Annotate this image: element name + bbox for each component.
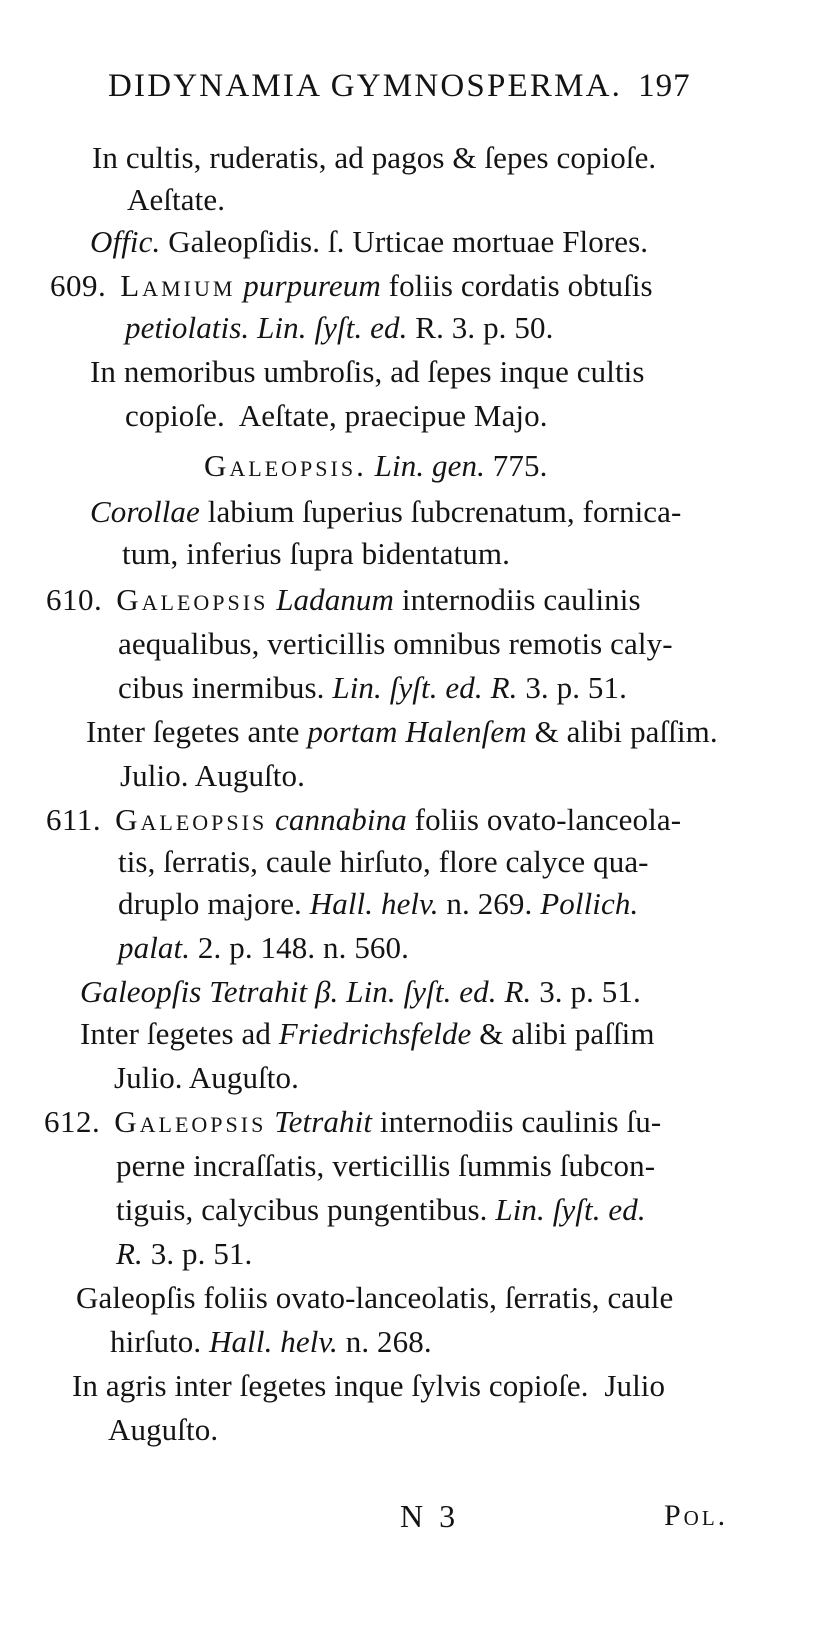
text-line: In nemoribus umbroſis, ad ſepes inque cultis xyxy=(90,354,645,389)
text-line: Inter ſegetes ad Friedrichsfelde & alibi paſſim xyxy=(80,1016,655,1051)
genus-name: Galeopsis xyxy=(115,802,268,837)
text-line: cibus inermibus. Lin. ſyſt. ed. R. 3. p. 51. xyxy=(118,670,627,705)
text-line: Galeopſis Tetrahit β. Lin. ſyſt. ed. R. 3. p. 51. xyxy=(80,974,641,1009)
text-line: In cultis, ruderatis, ad pagos & ſepes copioſe. xyxy=(92,140,657,175)
running-head xyxy=(108,66,691,106)
text-line: Offic. Galeopſidis. ſ. Urticae mortuae Flores. xyxy=(90,224,649,259)
text-line: aequalibus, verticillis omnibus remotis caly- xyxy=(118,626,673,661)
text-line: Aeſtate. xyxy=(127,182,226,217)
text-line: copioſe. Aeſtate, praecipue Majo. xyxy=(125,398,548,433)
text-line: hirſuto. Hall. helv. n. 268. xyxy=(110,1324,432,1359)
text-line: Galeopſis foliis ovato-lanceolatis, ſerratis, caule xyxy=(76,1280,674,1315)
entry-610: 610. Galeopsis Ladanum internodiis caulinis xyxy=(46,582,641,617)
text-line: druplo majore. Hall. helv. n. 269. Pollich. xyxy=(118,886,639,921)
entry-612: 612. Galeopsis Tetrahit internodiis caulinis ſu- xyxy=(44,1104,662,1139)
text-line: In agris inter ſegetes inque ſylvis copioſe. Julio xyxy=(72,1368,666,1403)
genus-name: Galeopsis xyxy=(116,582,269,617)
genus-name: Galeopsis xyxy=(114,1104,267,1139)
entry-number: 611. xyxy=(46,802,102,837)
signature-mark: N 3 xyxy=(400,1498,460,1534)
text-line: R. 3. p. 51. xyxy=(116,1236,253,1271)
entry-611: 611. Galeopsis cannabina foliis ovato-lanceola- xyxy=(46,802,682,837)
text-line: palat. 2. p. 148. n. 560. xyxy=(118,930,409,965)
catchword: Pol. xyxy=(664,1499,729,1532)
species-name: Tetrahit xyxy=(274,1104,373,1139)
page-number: 197 xyxy=(638,68,691,104)
text-line: tum, inferius ſupra bidentatum. xyxy=(122,536,510,571)
text-line: petiolatis. Lin. ſyſt. ed. R. 3. p. 50. xyxy=(125,310,554,345)
entry-number: 612. xyxy=(44,1104,101,1139)
text-line: Julio. Auguſto. xyxy=(120,758,305,793)
entry-number: 610. xyxy=(46,582,103,617)
running-head-title: DIDYNAMIA GYMNOSPERMA. xyxy=(108,68,623,104)
text-line: perne incraſſatis, verticillis ſummis ſubcon- xyxy=(116,1148,656,1183)
entry-609: 609. Lamium purpureum foliis cordatis obtuſis xyxy=(50,268,653,303)
text-line: tiguis, calycibus pungentibus. Lin. ſyſt. ed. xyxy=(116,1192,646,1227)
entry-number: 609. xyxy=(50,268,107,303)
species-name: purpureum xyxy=(243,268,381,303)
species-name: Ladanum xyxy=(276,582,395,617)
species-name: cannabina xyxy=(275,802,407,837)
text-line: Auguſto. xyxy=(108,1412,219,1447)
text-line: Julio. Auguſto. xyxy=(114,1060,299,1095)
text-line: Corollae labium ſuperius ſubcrenatum, fornica- xyxy=(90,494,682,529)
text-line: Inter ſegetes ante portam Halenſem & alibi paſſim. xyxy=(86,714,718,749)
genus-heading: Galeopsis. Lin. gen. 775. xyxy=(204,448,548,483)
text-line: tis, ſerratis, caule hirſuto, flore calyce qua- xyxy=(118,844,649,879)
genus-name: Lamium xyxy=(120,268,236,303)
